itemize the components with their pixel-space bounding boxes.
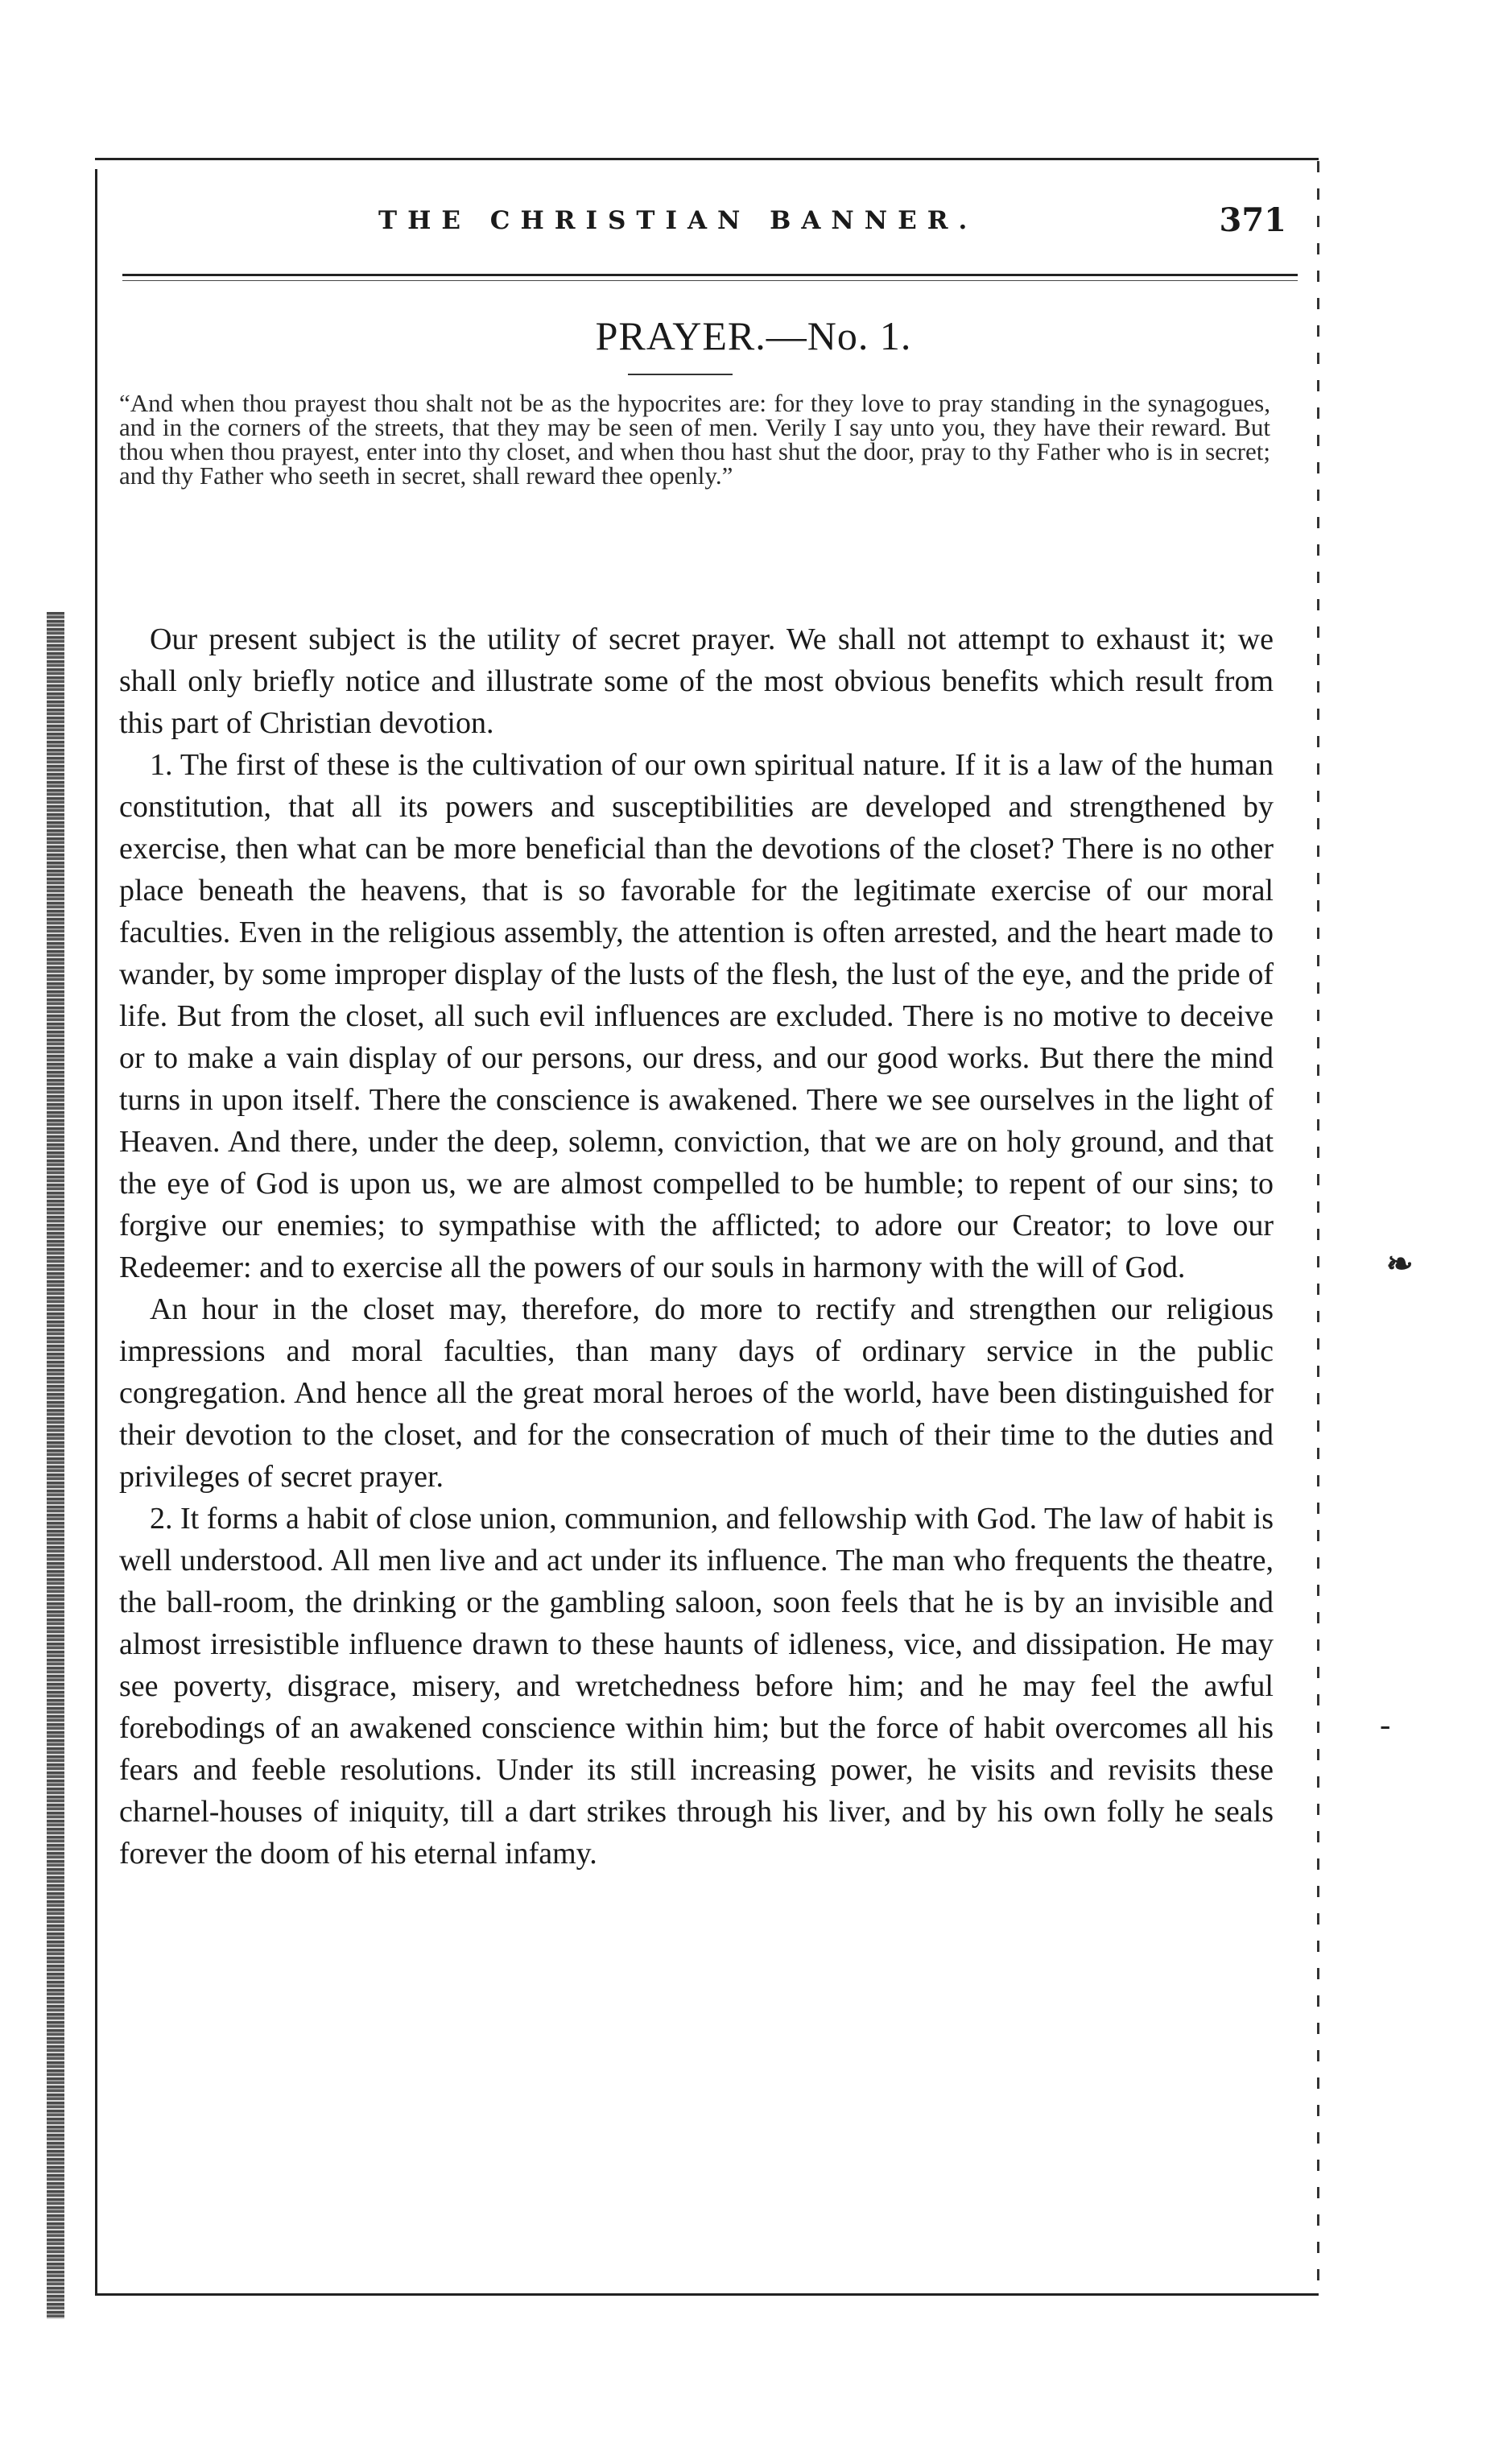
margin-dash: - — [1380, 1706, 1391, 1743]
binding-edge — [47, 612, 64, 2319]
page-frame-top — [95, 158, 1319, 160]
paragraph-point-1: 1. The first of these is the cultivation of our own spiritual nature. If it is a law of the human constitution, that all its powers and susceptibilities are developed and strengthened by exercise, then what can be more beneficial than the devotions of the closet? There is no other place beneath the heavens, that is so favorable for the legitimate exercise of our moral faculties. Even in the religious assembly, the attention is often arrested, and the heart made to wander, by some improper display of the lusts of the flesh, the lust of the eye, and the pride of life. But from the closet, all such evil influences are excluded. There is no motive to deceive or to make a vain display of our persons, our dress, and our good works. But there the mind turns in upon itself. There the conscience is awakened. There we see ourselves in the light of Heaven. And there, under the deep, solemn, conviction, that we are on holy ground, and that the eye of God is upon us, we are almost compelled to be humble; to repent of our sins; to forgive our enemies; to sympathise with the afflicted; to adore our Creator; to love our Redeemer: and to exercise all the powers of our souls in harmony with the will of God. — [119, 748, 1274, 1284]
page-number: 371 — [1219, 201, 1286, 239]
epigraph-quote: “And when thou prayest thou shalt not be as the hypocrites are: for they love to pray standing in the synagogues, and in the corners of the streets, that they may be seen of men. Verily I say unto you, they have their reward. But thou when thou prayest, enter into thy closet, and when thou hast shut the door, pray to thy Father who is in secret; and thy Father who seeth in secret, shall reward thee openly.” — [119, 389, 1270, 490]
paragraph-point-2: 2. It forms a habit of close union, communion, and fellowship with God. The law of habit is well understood. All men live and act under its influence. The man who frequents the theatre, the ball-room, the drinking or the gambling saloon, soon feels that he is by an invisible and almost irresistible influence drawn to these haunts of idleness, vice, and dissipation. He may see poverty, disgrace, misery, and wretchedness before him; and he may feel the awful forebodings of an awakened conscience within him; but the force of habit overcomes all his fears and feeble resolutions. Under its still increasing power, he visits and revisits these charnel-houses of iniquity, till a dart strikes through his liver, and by his own folly he seals forever the doom of his eternal infamy. — [119, 1502, 1274, 1871]
page-frame-right — [1317, 161, 1319, 2287]
page-frame-bottom — [95, 2293, 1319, 2296]
header-rule — [122, 274, 1298, 281]
article-title: PRAYER.—No. 1. — [595, 313, 912, 358]
margin-mark: ❧ — [1386, 1246, 1414, 1282]
article-body — [119, 618, 1274, 1875]
page-frame-left — [95, 169, 97, 2295]
running-title: THE CHRISTIAN BANNER. — [378, 206, 978, 235]
running-head — [113, 203, 1304, 251]
paragraph-intro: Our present subject is the utility of secret prayer. We shall not attempt to exhaust it; we shall only briefly notice and illustrate some of the most obvious benefits which result from this part of Christian devotion. — [119, 622, 1274, 740]
title-rule — [628, 374, 733, 375]
paragraph-closet-hour: An hour in the closet may, therefore, do more to rectify and strengthen our religious impressions and moral faculties, than many days of ordinary service in the public congregation. And hence all the great moral heroes of the world, have been distinguished for their devotion to the closet, and for the consecration of much of their time to the duties and privileges of secret prayer. — [119, 1292, 1274, 1494]
